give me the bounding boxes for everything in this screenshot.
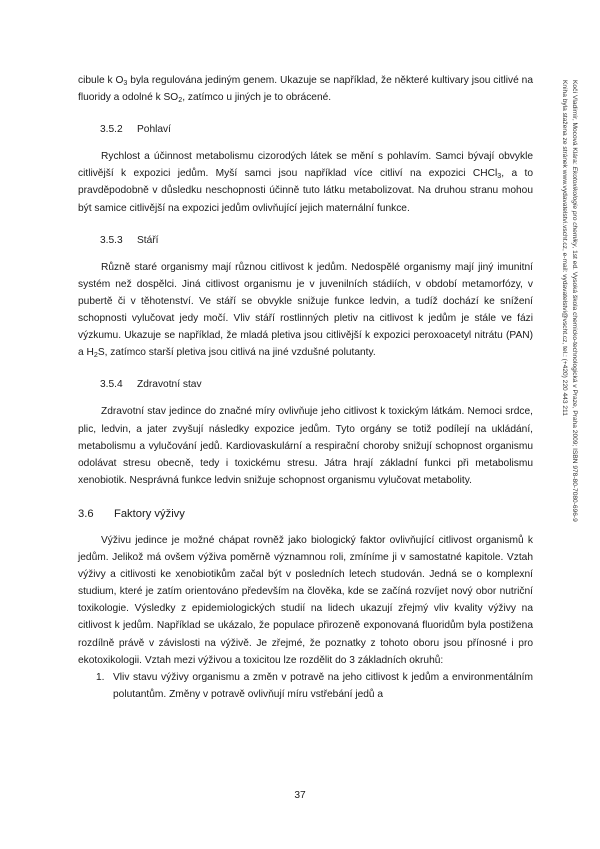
heading-3-6: 3.6 Faktory výživy xyxy=(78,507,185,520)
page-body xyxy=(78,72,533,703)
heading-3-5-3: 3.5.3 Stáří xyxy=(100,234,159,246)
side-note-citation: Kočí Vladimír, Mocová Klára: Ekotoxikologie pro chemiky, 1st ed. Vysoká škola chemicko-technologická v Praze, Praha 2009; ISBN 978-80-7080-696-9 xyxy=(571,80,578,522)
paragraph-stari: Různě staré organismy mají různou citlivost k jedům. Nedospělé organismy mají jiný imunitní systém než dospělci. Jiná citlivost organismu je v juvenilních stádiích, v období metamorfózy, v pubertě či v těhotenství. Ve stáří se obvykle snižuje funkce ledvin, a tudíž dochází ke snížení schopnosti vylučovat jedy močí. Vliv stáří rostlinných pletiv na citlivost k jedům je stále ve fázi výzkumu. Ukazuje se například, že mladá pletiva jsou citlivější k expozici peroxoacetyl nitrátu (PAN) a $H_2S$, zatímco starší pletiva jsou citlivá na jiné vzdušné polutanty. xyxy=(78,261,533,360)
numbered-list xyxy=(78,669,533,703)
heading-3-5-2: 3.5.2 Pohlaví xyxy=(100,124,171,136)
paragraph-pohlavi: Rychlost a účinnost metabolismu cizorodých látek se mění s pohlavím. Samci bývají obvykle citlivější k expozici jedům. Myší samci jsou například více citliví na expozici CHCl$_3$, a to pravděpodobně v důsledku neschopnosti účinně tuto látku metabolizovat. Na druhou stranu mohou být samice citlivější na expozici jedům ovlivňující jejich maternální funkce. xyxy=(78,151,533,214)
page-number: 37 xyxy=(294,790,306,801)
paragraph-faktory-vyzivy: Výživu jedince je možné chápat rovněž jako biologický faktor ovlivňující citlivost organismů k jedům. Jelikož má ovšem výživa poměrně významnou roli, zmíníme ji v samostatné kapitole. Vztah výživy a citlivosti ke xenobiotikům začal být v posledních letech studován. Jedná se o komplexní studium, které je zatím orientováno především na člověka, kde se začíná rozvíjet nový obor nutriční toxikologie. Výsledky z epidemiologických studií na lidech ukazují zřejmý vliv kvality výživy na citlivost k jedům. Například se ukázalo, že populace přirozeně exponovaná fluoridům byla postižena rozdílně právě v závislosti na výživě. Je zřejmé, že poznatky z tohoto oboru jsou přínosné i pro ekotoxikologii. Vztah mezi výživou a toxicitou lze rozdělit do 3 základních okruhů: xyxy=(78,534,533,666)
paragraph-zdravotni-stav: Zdravotní stav jedince do značné míry ovlivňuje jeho citlivost k toxickým látkám. Nemoci srdce, plic, ledvin, a jater zvyšují následky expozice jedům. Tyto orgány se totiž podílejí na ukládání, metabolismu a vylučování jedů. Kardiovaskulární a respirační choroby snižují schopnost organismu odolávat stresu obecně, tedy i toxickému stresu. Játra hrají základní funkci při metabolismu xenobiotik. Nesprávná funkce ledvin snižuje schopnost organismu vylučovat metabolity. xyxy=(78,406,533,486)
side-note-download: Kniha byla stažena ze stránek www.vydavatelstvi.vscht.cz, e-mail: vydavatelstvi@vscht.cz, tel.: (+420) 220 443 211 xyxy=(561,80,568,416)
side-note xyxy=(547,80,579,740)
intro-paragraph: cibule k $O_3$ byla regulována jediným genem. Ukazuje se například, že některé kultivary jsou citlivé na fluoridy a odolné k $SO_2$, zatímco u jiných je to obrácené. xyxy=(78,75,534,105)
heading-3-5-4: 3.5.4 Zdravotní stav xyxy=(100,379,202,391)
list-item: 1. Vliv stavu výživy organismu a změn v potravě na jeho citlivost k jedům a environmentálním polutantům. Změny v potravě ovlivňují míru vstřebání jedů a xyxy=(96,671,533,700)
